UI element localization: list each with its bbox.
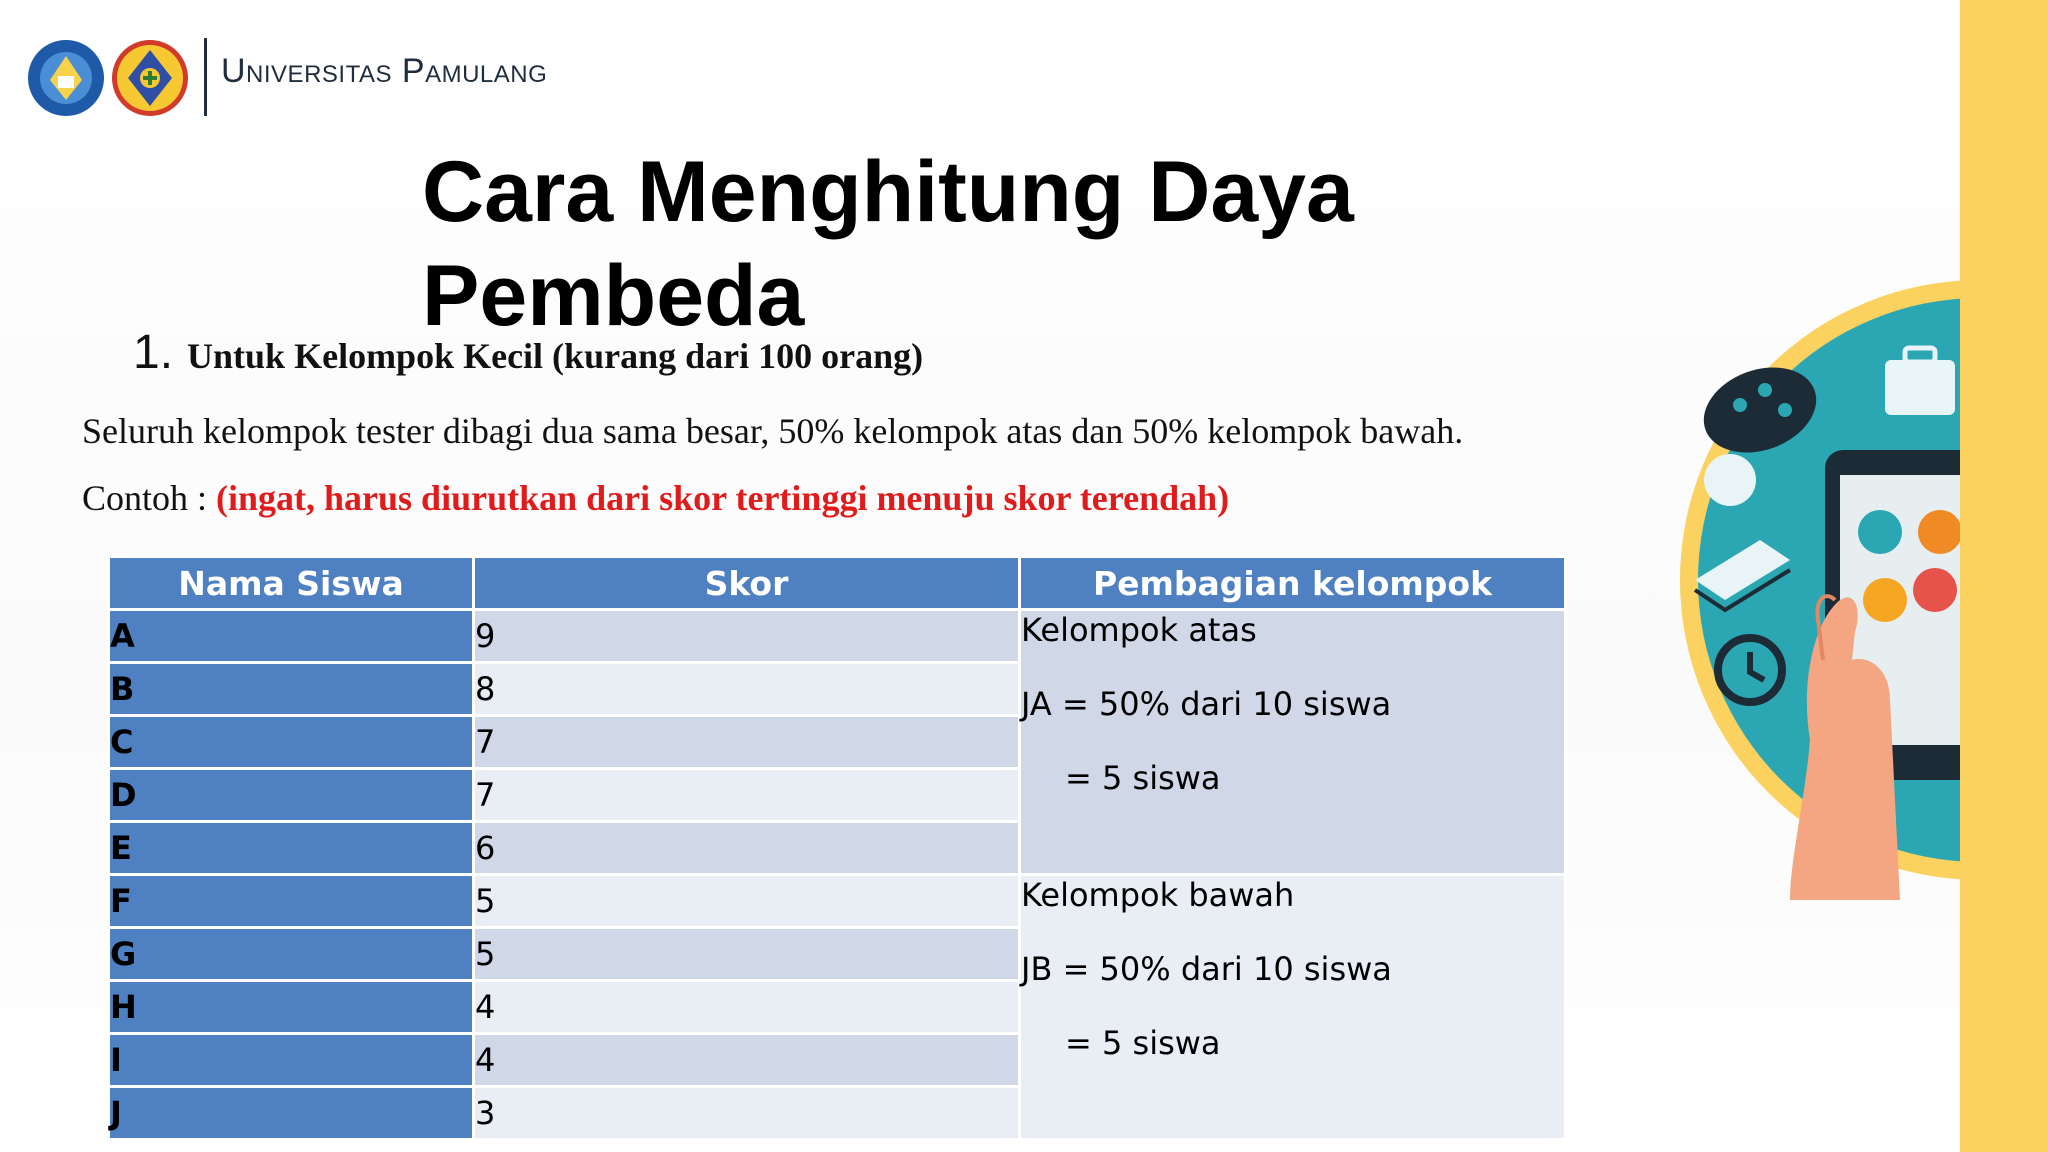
group-top-result: = 5 siswa	[1065, 759, 1221, 797]
student-name: J	[109, 1087, 474, 1140]
group-bottom-formula: JB = 50% dari 10 siswa	[1021, 950, 1392, 988]
group-division-table	[107, 555, 1567, 1141]
table-row	[109, 610, 1566, 663]
student-score: 5	[474, 875, 1020, 928]
point-number: 1.	[133, 326, 174, 379]
education-app-illustration	[1640, 260, 1960, 900]
student-name: I	[109, 1034, 474, 1087]
student-name: B	[109, 663, 474, 716]
group-bottom-cell	[1020, 875, 1566, 1140]
kemendikbud-logo	[26, 38, 106, 118]
student-name: G	[109, 928, 474, 981]
group-top-title: Kelompok atas	[1021, 611, 1257, 649]
group-bottom-title: Kelompok bawah	[1021, 876, 1295, 914]
student-score: 3	[474, 1087, 1020, 1140]
point-heading	[133, 325, 923, 380]
student-name: D	[109, 769, 474, 822]
header-score: Skor	[474, 557, 1020, 610]
header-name: Nama Siswa	[109, 557, 474, 610]
unpam-logo	[110, 38, 190, 118]
group-bottom-result: = 5 siswa	[1065, 1024, 1221, 1062]
apple-icon	[1704, 454, 1756, 506]
student-name: H	[109, 981, 474, 1034]
example-note: (ingat, harus diurutkan dari skor tertinggi menuju skor terendah)	[216, 478, 1230, 518]
group-top-cell	[1020, 610, 1566, 875]
table-header-row	[109, 557, 1566, 610]
point-text: Untuk Kelompok Kecil (kurang dari 100 orang)	[187, 336, 924, 376]
student-score: 6	[474, 822, 1020, 875]
yellow-side-bar	[1960, 0, 2048, 1152]
student-name: C	[109, 716, 474, 769]
logo-divider	[204, 38, 207, 116]
student-score: 9	[474, 610, 1020, 663]
student-score: 4	[474, 981, 1020, 1034]
student-name: E	[109, 822, 474, 875]
university-name: Universitas Pamulang	[221, 52, 548, 90]
example-line	[82, 477, 1229, 519]
header-group: Pembagian kelompok	[1020, 557, 1566, 610]
briefcase-icon	[1885, 360, 1955, 415]
student-name: A	[109, 610, 474, 663]
description-text: Seluruh kelompok tester dibagi dua sama besar, 50% kelompok atas dan 50% kelompok bawah.	[82, 411, 1464, 451]
student-score: 5	[474, 928, 1020, 981]
group-top-formula: JA = 50% dari 10 siswa	[1021, 685, 1392, 723]
student-score: 7	[474, 716, 1020, 769]
slide-title: Cara Menghitung Daya Pembeda	[422, 144, 1354, 344]
student-name: F	[109, 875, 474, 928]
student-score: 4	[474, 1034, 1020, 1087]
table-row	[109, 875, 1566, 928]
example-label: Contoh :	[82, 478, 217, 518]
student-score: 7	[474, 769, 1020, 822]
student-score: 8	[474, 663, 1020, 716]
